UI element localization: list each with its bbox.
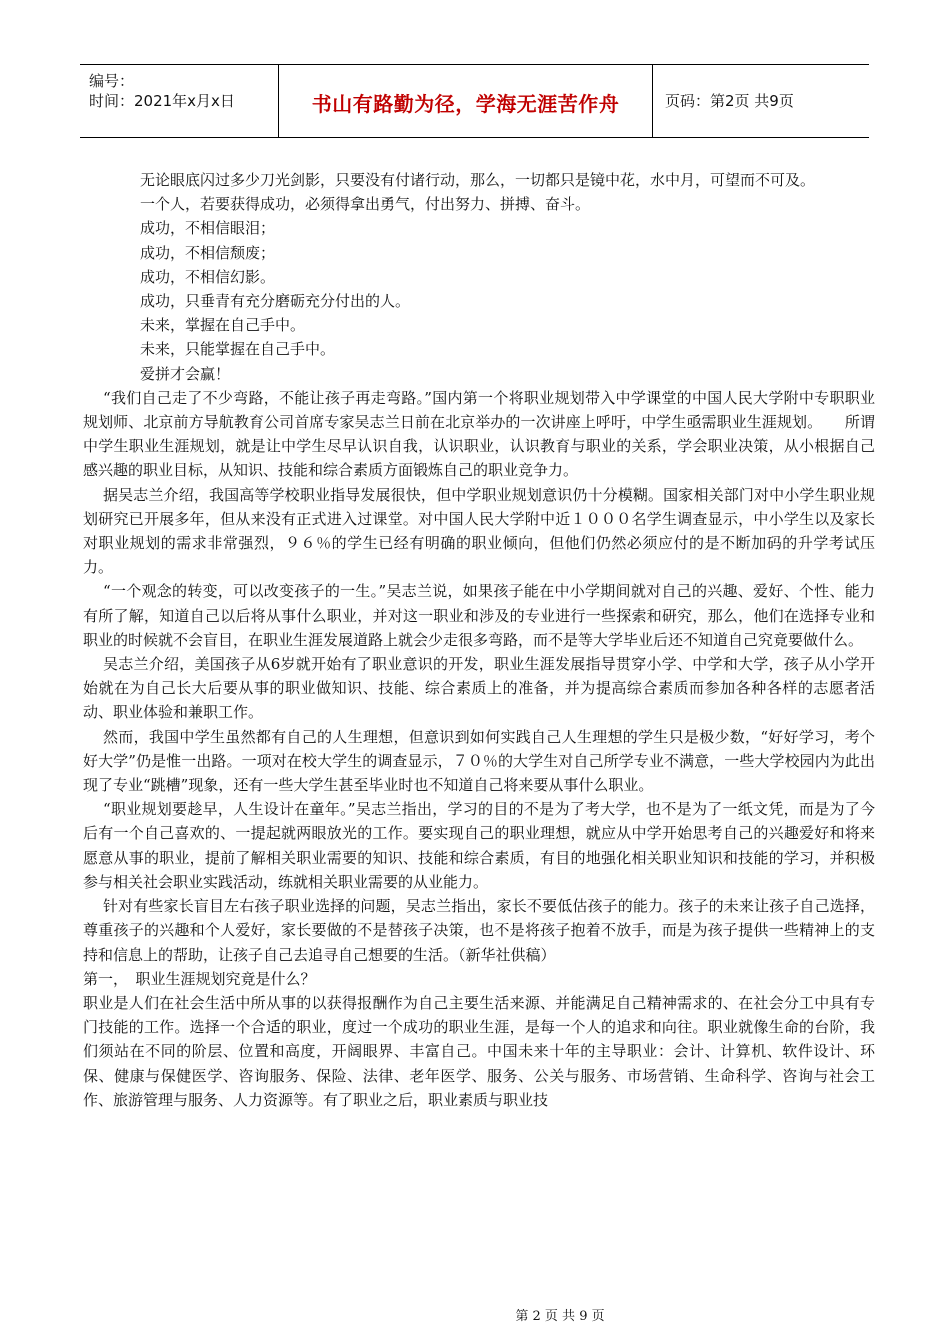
body-paragraph: 吴志兰介绍，美国孩子从6岁就开始有了职业意识的开发，职业生涯发展指导贯穿小学、中学和大学，孩子从小学开始就在为自己长大后要从事的职业做知识、技能、综合素质上的准备，并为提高综合素质而参加各种各样的志愿者活动、职业体验和兼职工作。 — [83, 655, 875, 722]
document-body — [83, 168, 875, 1112]
body-paragraph: “我们自己走了不少弯路，不能让孩子再走弯路。”国内第一个将职业规划带入中学课堂的中国人民大学附中专职职业规划师、北京前方导航教育公司首席专家吴志兰日前在北京举办的一次讲座上呼吁，中学生亟需职业生涯规划。 所谓中学生职业生涯规划，就是让中学生尽早认识自我，认识职业，认识教育与职业的关系，学会职业决策，从小根据自己感兴趣的职业目标，从知识、技能和综合素质方面锻炼自己的职业竞争力。 — [83, 388, 875, 480]
body-paragraph: 针对有些家长盲目左右孩子职业选择的问题，吴志兰指出，家长不要低估孩子的能力。孩子的未来让孩子自己选择，尊重孩子的兴趣和个人爱好，家长要做的不是替孩子决策，也不是将孩子抱着不放手，而是为孩子提供一些精神上的支持和信息上的帮助，让孩子自己去追寻自己想要的生活。（新华社供稿） — [83, 897, 875, 964]
body-paragraph: 成功，不相信眼泪； — [140, 219, 276, 238]
body-paragraph: 未来，掌握在自己手中。 — [140, 316, 306, 335]
body-paragraph: 据吴志兰介绍，我国高等学校职业指导发展很快，但中学职业规划意识仍十分模糊。国家相关部门对中小学生职业规划研究已开展多年，但从来没有正式进入过课堂。对中国人民大学附中近１０００名学生调查显示，中小学生以及家长对职业规划的需求非常强烈，９６％的学生已经有明确的职业倾向，但他们仍然必须应付的是不断加码的升学考试压力。 — [83, 485, 875, 577]
body-paragraph: 爱拼才会赢！ — [140, 364, 231, 383]
header-motto-cell — [279, 65, 653, 137]
body-paragraph: 第一， 职业生涯规划究竟是什么？ — [83, 969, 316, 988]
header-meta — [80, 65, 279, 137]
body-paragraph: “职业规划要趁早，人生设计在童年。”吴志兰指出，学习的目的不是为了考大学，也不是为了一纸文凭，而是为了今后有一个自己喜欢的、一提起就两眼放光的工作。要实现自己的职业理想，就应从中学开始思考自己的兴趣爱好和将来愿意从事的职业，提前了解相关职业需要的知识、技能和综合素质，有目的地强化相关职业知识和技能的学习，并积极参与相关社会职业实践活动，练就相关职业需要的从业能力。 — [83, 800, 875, 891]
header-motto: 书山有路勤为径，学海无涯苦作舟 — [311, 92, 620, 116]
page-footer: 第 2 页 共 9 页 — [515, 1309, 605, 1324]
body-paragraph: 职业是人们在社会生活中所从事的以获得报酬作为自己主要生活来源、并能满足自己精神需求的、在社会分工中具有专门技能的工作。选择一个合适的职业，度过一个成功的职业生涯，是每一个人的追求和向往。职业就像生命的台阶，我们须站在不同的阶层、位置和高度，开阔眼界、丰富自己。中国未来十年的主导职业：会计、计算机、软件设计、环保、健康与保健医学、咨询服务、保险、法律、老年医学、服务、公关与服务、市场营销、生命科学、咨询与社会工作、旅游管理与服务、人力资源等。有了职业之后，职业素质与职业技 — [83, 993, 875, 1109]
body-paragraph: 无论眼底闪过多少刀光剑影，只要没有付诸行动，那么，一切都只是镜中花，水中月，可望而不可及。 — [140, 171, 816, 189]
body-paragraph: 成功，只垂青有充分磨砺充分付出的人。 — [140, 292, 411, 311]
body-paragraph: 成功，不相信幻影。 — [140, 267, 276, 286]
body-paragraph: 然而，我国中学生虽然都有自己的人生理想，但意识到如何实践自己人生理想的学生只是极少数，“好好学习，考个好大学”仍是惟一出路。一项对在校大学生的调查显示，７０％的大学生对自己所学专业不满意，一些大学校园内为此出现了专业“跳槽”现象，还有一些大学生甚至毕业时也不知道自己将来要从事什么职业。 — [83, 727, 875, 795]
document-code-label: 编号： — [89, 72, 135, 90]
body-paragraph: “一个观念的转变，可以改变孩子的一生。”吴志兰说，如果孩子能在中小学期间就对自己的兴趣、爱好、个性、能力有所了解，知道自己以后将从事什么职业，并对这一职业和涉及的专业进行一些探索和研究，那么，他们在选择专业和职业的时候就不会盲目，在职业生涯发展道路上就会少走很多弯路，而不是等大学毕业后还不知道自己究竟要做什么。 — [83, 582, 875, 649]
header-page-info: 页码：第2页 共9页 — [665, 92, 794, 110]
document-time-label: 时间：2021年x月x日 — [89, 92, 235, 110]
page-header — [80, 64, 869, 138]
body-paragraph: 一个人，若要获得成功，必须得拿出勇气，付出努力、拼搏、奋斗。 — [140, 195, 591, 214]
body-paragraph: 成功，不相信颓废； — [140, 243, 276, 262]
body-paragraph: 未来，只能掌握在自己手中。 — [140, 340, 336, 359]
